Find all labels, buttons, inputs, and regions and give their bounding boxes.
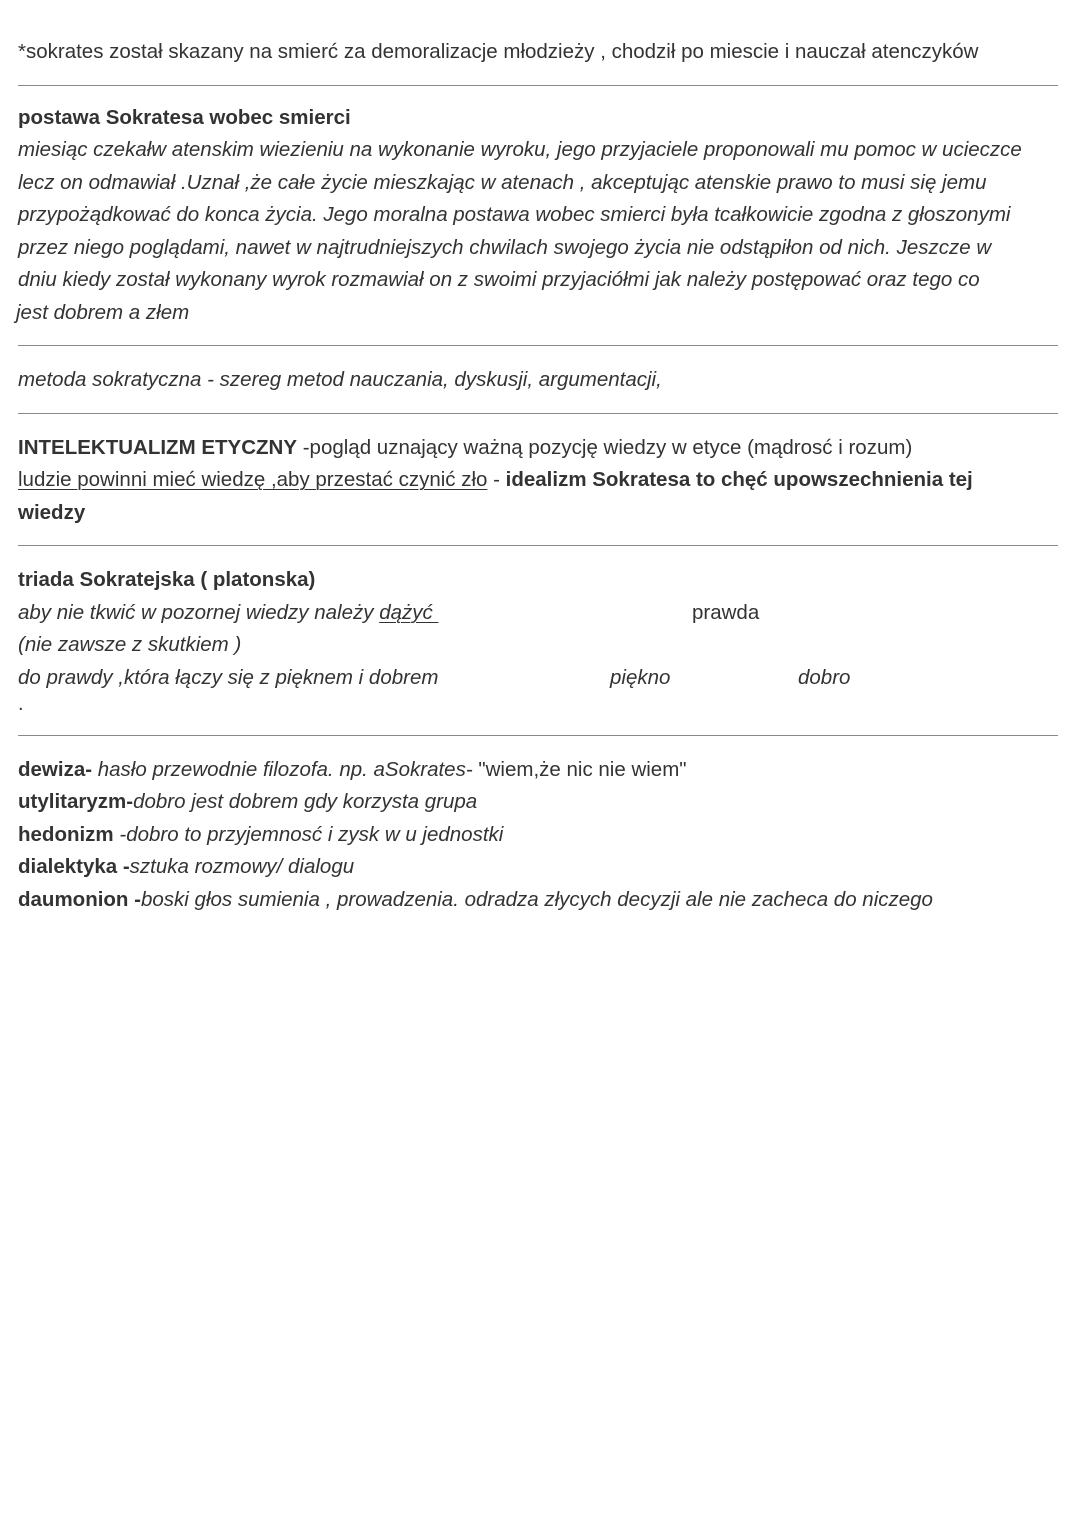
intelektualizm-underlined: ludzie powinni mieć wiedzę ,aby przestać czynić zło: [18, 468, 488, 491]
triada-section: [18, 546, 1058, 735]
definition-term: dewiza-: [18, 757, 93, 781]
intelektualizm-line: [18, 432, 1058, 465]
definition-text: sztuka rozmowy/ dialogu: [129, 855, 355, 878]
postawa-section: [18, 86, 1058, 346]
triada-dot: .: [18, 693, 24, 715]
intelektualizm-bold-rest: wiedzy: [18, 500, 86, 524]
definition-text: boski głos sumienia , prowadzenia. odradza złycych decyzji ale nie zacheca do niczego: [140, 887, 933, 911]
intro-text: *sokrates został skazany na smierć za demoralizacje młodzieży , chodził po miescie i nauczał atenczyków: [18, 40, 979, 63]
definitions-section: [18, 736, 1058, 917]
definition-text: hasło przewodnie filozofa. np. aSokrates-: [92, 757, 479, 781]
triada-body: [18, 597, 1058, 727]
definition-term: hedonizm: [18, 822, 114, 846]
intelektualizm-dash: -: [487, 468, 506, 491]
postawa-line: lecz on odmawiał .Uznał ,że całe życie mieszkając w atenach , akceptując atenskie prawo to musi się jemu: [18, 170, 987, 194]
definition-term: dialektyka -: [18, 855, 130, 878]
definition-item: [18, 786, 1058, 819]
postawa-line: jest dobrem a złem: [16, 300, 190, 324]
definition-quote: "wiem,że nic nie wiem": [478, 757, 687, 781]
triada-line: (nie zawsze z skutkiem ): [18, 633, 242, 656]
intro-section: [18, 36, 1058, 85]
metoda-text: metoda sokratyczna - szereg metod nauczania, dyskusji, argumentacji,: [18, 368, 662, 391]
definition-item: [18, 819, 1058, 852]
document-page: [18, 36, 1058, 916]
triada-word-dobro: dobro: [798, 665, 851, 689]
definition-text: -dobro to przyjemnosć i zysk w u jednostki: [113, 822, 504, 846]
triada-line: [18, 597, 438, 630]
intelektualizm-definition: -pogląd uznający ważną pozycję wiedzy w etyce (mądrosć i rozum): [297, 435, 913, 459]
postawa-heading: postawa Sokratesa wobec smierci: [18, 105, 351, 129]
intelektualizm-term: INTELEKTUALIZM ETYCZNY: [18, 435, 298, 459]
postawa-line: miesiąc czekałw atenskim wiezieniu na wykonanie wyroku, jego przyjaciele proponowali mu pomoc w ucieczce: [18, 138, 1022, 161]
intelektualizm-section: [18, 414, 1058, 546]
intelektualizm-bold-rest: idealizm Sokratesa to chęć upowszechnienia tej: [505, 468, 973, 491]
postawa-line: przez niego poglądami, nawet w najtrudniejszych chwilach swojego życia nie odstąpiłon od nich. Jeszcze w: [18, 235, 992, 259]
definition-term: utylitaryzm-: [18, 790, 134, 813]
metoda-section: [18, 346, 1058, 413]
definition-item: [18, 851, 1058, 884]
postawa-line: przypożądkować do konca życia. Jego moralna postawa wobec smierci była tcałkowicie zgodna z głoszonymi: [18, 203, 1011, 226]
triada-line: do prawdy ,która łączy się z pięknem i dobrem: [18, 665, 439, 689]
triada-heading: triada Sokratejska ( platonska): [18, 568, 316, 591]
triada-line1-prefix: aby nie tkwić w pozornej wiedzy należy: [18, 600, 380, 624]
definition-term: daumonion -: [18, 887, 141, 911]
definition-item: [18, 884, 1058, 917]
postawa-line: dniu kiedy został wykonany wyrok rozmawiał on z swoimi przyjaciółmi jak należy postępować oraz tego co: [18, 268, 980, 291]
definition-item: [18, 754, 1058, 787]
intelektualizm-line: [18, 464, 1058, 497]
triada-text: [18, 597, 438, 727]
triada-word-piekno: piękno: [610, 665, 671, 689]
definition-text: dobro jest dobrem gdy korzysta grupa: [133, 790, 478, 813]
triada-line1-underlined: dążyć: [379, 600, 439, 624]
triada-word-prawda: prawda: [692, 600, 760, 624]
